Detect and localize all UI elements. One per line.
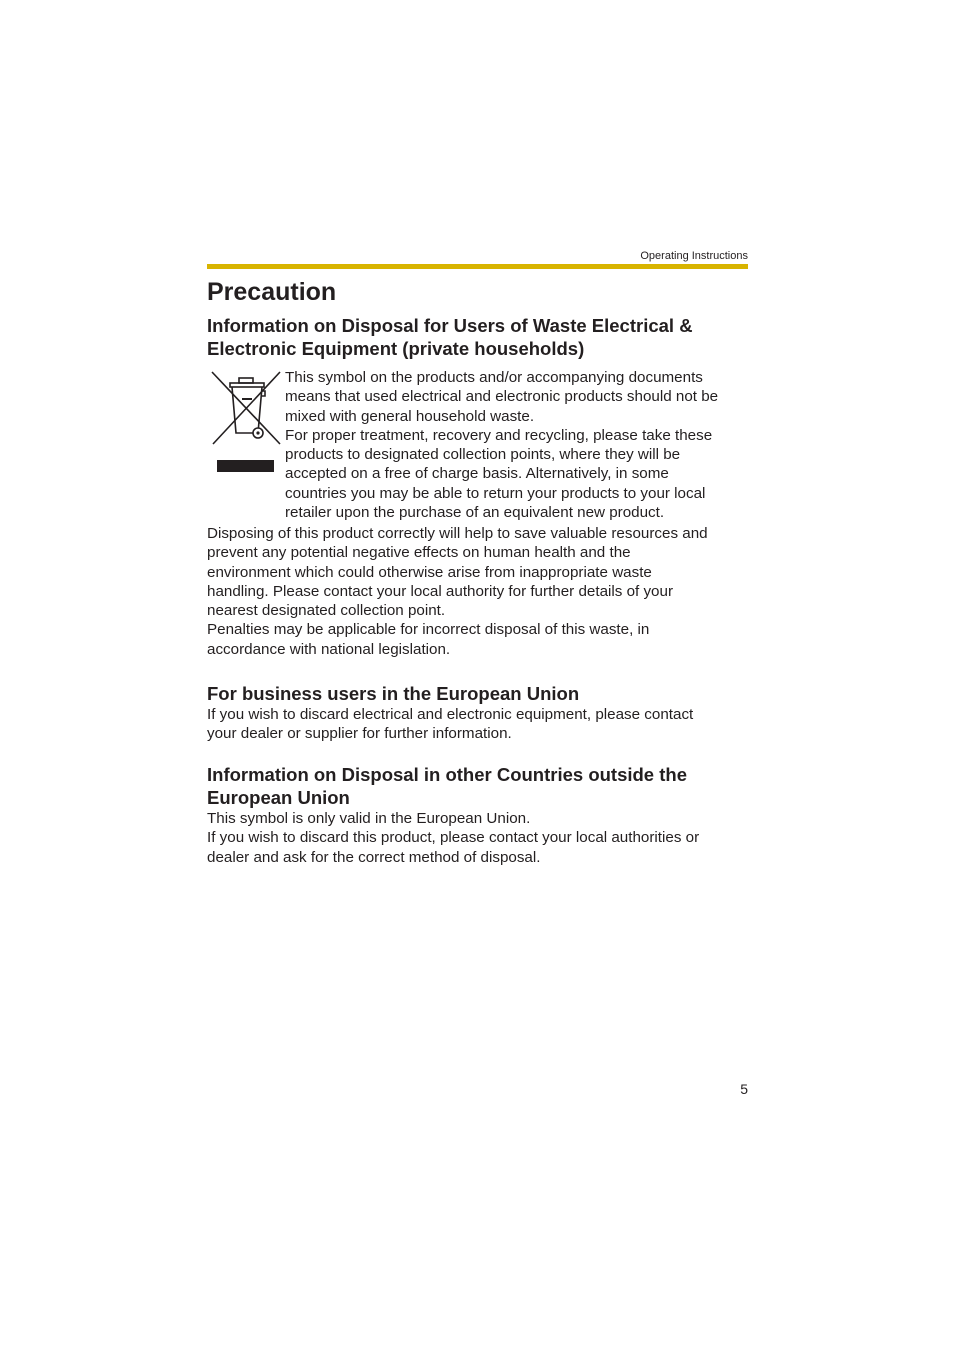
weee-symbol-description [285,368,748,522]
weee-symbol-block [207,368,748,524]
section-heading-private-households [207,314,748,360]
section-body-private-households [207,524,748,659]
page-title: Precaution [207,278,337,306]
text-line: means that used electrical and electronic products should not be [285,388,719,406]
text-line: your dealer or supplier for further information. [207,725,512,743]
text-line: Disposing of this product correctly will help to save valuable resources and [207,525,708,542]
text-line: environment which could otherwise arise from inappropriate waste [207,563,652,581]
text-line: nearest designated collection point. [207,602,446,620]
section-private-households [207,314,748,659]
text-line: accordance with national legislation. [207,640,451,658]
text-line: This symbol on the products and/or accompanying documents [285,369,703,386]
text-line: mixed with general household waste. [285,407,535,425]
heading-line: Information on Disposal in other Countries outside the [207,764,687,785]
section-body-business-users [207,705,748,744]
text-line: For proper treatment, recovery and recycling, please take these [285,426,713,444]
running-header: Operating Instructions [640,250,748,262]
header-rule [207,264,748,269]
crossed-out-wheelie-bin-icon [210,370,282,472]
text-line: handling. Please contact your local authority for further details of your [207,582,674,600]
heading-line: Electronic Equipment (private households) [207,338,585,359]
page-number: 5 [740,1081,748,1097]
text-line: countries you may be able to return your products to your local [285,484,706,502]
section-heading-outside-eu [207,763,748,809]
heading-line: European Union [207,787,350,808]
text-line: retailer upon the purchase of an equivalent new product. [285,504,665,522]
symbol-text-paragraph [285,368,748,522]
text-line: This symbol is only valid in the European Union. [207,810,531,827]
heading-line: Information on Disposal for Users of Waste Electrical & [207,315,693,336]
text-line: prevent any potential negative effects on human health and the [207,544,631,562]
section-business-users [207,682,748,744]
section-body-outside-eu [207,809,748,867]
text-line: dealer and ask for the correct method of disposal. [207,848,541,866]
text-line: If you wish to discard electrical and electronic equipment, please contact [207,706,694,723]
section-outside-eu [207,763,748,867]
text-line: Penalties may be applicable for incorrect disposal of this waste, in [207,621,650,639]
text-line: accepted on a free of charge basis. Alternatively, in some [285,465,669,483]
section-heading-business-users: For business users in the European Union [207,683,580,704]
text-line: If you wish to discard this product, please contact your local authorities or [207,829,700,847]
text-line: products to designated collection points, where they will be [285,446,681,464]
